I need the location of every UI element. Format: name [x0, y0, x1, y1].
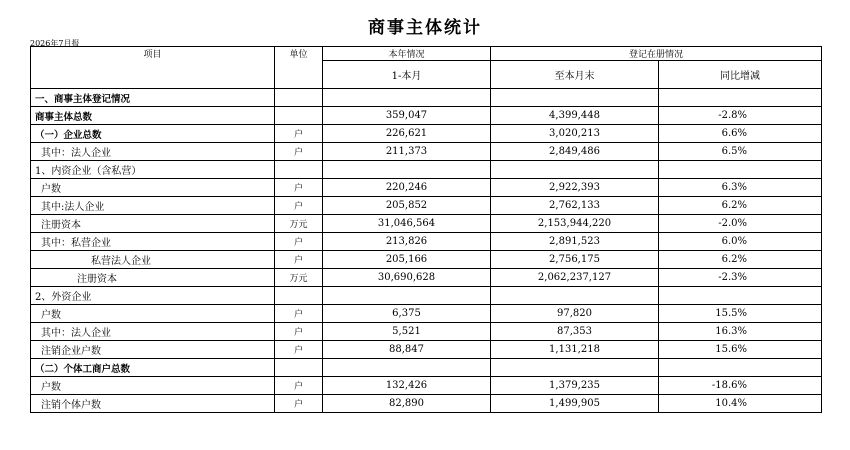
row-yoy: 6.3% [659, 179, 822, 197]
table-row [31, 287, 822, 305]
row-total: 4,399,448 [491, 107, 659, 125]
row-total: 1,131,218 [491, 341, 659, 359]
table-row [31, 125, 822, 143]
row-current: 82,890 [323, 395, 491, 413]
row-yoy: 15.6% [659, 341, 822, 359]
table-row [31, 89, 822, 107]
table-row [31, 341, 822, 359]
row-yoy: -2.3% [659, 269, 822, 287]
row-label: 注销个体户数 [31, 395, 275, 413]
row-yoy: 6.5% [659, 143, 822, 161]
table-row [31, 395, 822, 413]
header-period: 1-本月 [323, 61, 491, 89]
row-label: 商事主体总数 [31, 107, 275, 125]
row-yoy: -2.8% [659, 107, 822, 125]
row-current: 5,521 [323, 323, 491, 341]
header-current-year: 本年情况 [323, 47, 491, 61]
row-unit: 户 [275, 125, 323, 143]
row-unit: 户 [275, 179, 323, 197]
row-yoy [659, 287, 822, 305]
row-unit: 户 [275, 197, 323, 215]
row-unit [275, 287, 323, 305]
row-total: 3,020,213 [491, 125, 659, 143]
row-yoy: 6.2% [659, 251, 822, 269]
report-date: 2026年7月报 [30, 39, 80, 48]
page-title: 商事主体统计 [368, 18, 482, 38]
row-current: 226,621 [323, 125, 491, 143]
row-yoy [659, 89, 822, 107]
row-unit [275, 89, 323, 107]
row-unit: 户 [275, 341, 323, 359]
header-registered: 登记在册情况 [491, 47, 822, 61]
row-current: 31,046,564 [323, 215, 491, 233]
row-unit: 户 [275, 323, 323, 341]
row-label: 注册资本 [31, 215, 275, 233]
row-total [491, 287, 659, 305]
row-unit [275, 161, 323, 179]
row-total [491, 359, 659, 377]
row-current: 132,426 [323, 377, 491, 395]
row-current: 6,375 [323, 305, 491, 323]
row-total [491, 161, 659, 179]
row-total: 2,891,523 [491, 233, 659, 251]
row-current [323, 359, 491, 377]
table-row [31, 233, 822, 251]
row-total: 2,153,944,220 [491, 215, 659, 233]
row-unit [275, 359, 323, 377]
row-total: 2,762,133 [491, 197, 659, 215]
row-current: 220,246 [323, 179, 491, 197]
row-yoy: 6.6% [659, 125, 822, 143]
row-unit: 万元 [275, 215, 323, 233]
row-total: 87,353 [491, 323, 659, 341]
header-unit: 单位 [275, 47, 323, 89]
header-row-1 [31, 47, 822, 61]
row-current [323, 89, 491, 107]
table-row [31, 377, 822, 395]
row-current: 205,852 [323, 197, 491, 215]
row-unit [275, 107, 323, 125]
row-yoy: 16.3% [659, 323, 822, 341]
row-label: （一）企业总数 [31, 125, 275, 143]
table-row [31, 269, 822, 287]
row-label: 注销企业户数 [31, 341, 275, 359]
row-current: 30,690,628 [323, 269, 491, 287]
row-yoy: 15.5% [659, 305, 822, 323]
row-yoy [659, 359, 822, 377]
row-label: 私营法人企业 [31, 251, 275, 269]
row-unit: 户 [275, 377, 323, 395]
row-unit: 户 [275, 233, 323, 251]
row-total [491, 89, 659, 107]
row-label: （二）个体工商户总数 [31, 359, 275, 377]
row-label: 2、外资企业 [31, 287, 275, 305]
row-yoy: -18.6% [659, 377, 822, 395]
table-row [31, 179, 822, 197]
table-row [31, 305, 822, 323]
row-label: 户数 [31, 377, 275, 395]
header-yoy-change: 同比增减 [659, 61, 822, 89]
row-total: 97,820 [491, 305, 659, 323]
header-to-month-end: 至本月末 [491, 61, 659, 89]
row-current: 211,373 [323, 143, 491, 161]
row-yoy: -2.0% [659, 215, 822, 233]
row-current: 88,847 [323, 341, 491, 359]
row-unit: 户 [275, 305, 323, 323]
row-total: 1,499,905 [491, 395, 659, 413]
row-yoy: 10.4% [659, 395, 822, 413]
table-row [31, 251, 822, 269]
row-current [323, 161, 491, 179]
row-yoy [659, 161, 822, 179]
row-unit: 户 [275, 251, 323, 269]
table-row [31, 161, 822, 179]
row-label: 户数 [31, 305, 275, 323]
row-unit: 户 [275, 143, 323, 161]
row-label: 其中:法人企业 [31, 197, 275, 215]
row-total: 2,922,393 [491, 179, 659, 197]
row-label: 其中：法人企业 [31, 323, 275, 341]
table-row [31, 197, 822, 215]
table-row [31, 143, 822, 161]
table-row [31, 359, 822, 377]
row-current: 359,047 [323, 107, 491, 125]
table-row [31, 215, 822, 233]
row-current: 213,826 [323, 233, 491, 251]
row-total: 2,849,486 [491, 143, 659, 161]
row-label: 其中：私营企业 [31, 233, 275, 251]
row-yoy: 6.2% [659, 197, 822, 215]
row-label: 其中：法人企业 [31, 143, 275, 161]
row-label: 户数 [31, 179, 275, 197]
row-total: 1,379,235 [491, 377, 659, 395]
row-label: 1、内资企业（含私营） [31, 161, 275, 179]
statistics-table [30, 46, 822, 413]
row-label: 注册资本 [31, 269, 275, 287]
row-label: 一、商事主体登记情况 [31, 89, 275, 107]
row-unit: 万元 [275, 269, 323, 287]
row-current: 205,166 [323, 251, 491, 269]
table-row [31, 107, 822, 125]
row-unit: 户 [275, 395, 323, 413]
row-current [323, 287, 491, 305]
header-item: 项目 [31, 47, 275, 89]
row-yoy: 6.0% [659, 233, 822, 251]
table-row [31, 323, 822, 341]
row-total: 2,756,175 [491, 251, 659, 269]
row-total: 2,062,237,127 [491, 269, 659, 287]
